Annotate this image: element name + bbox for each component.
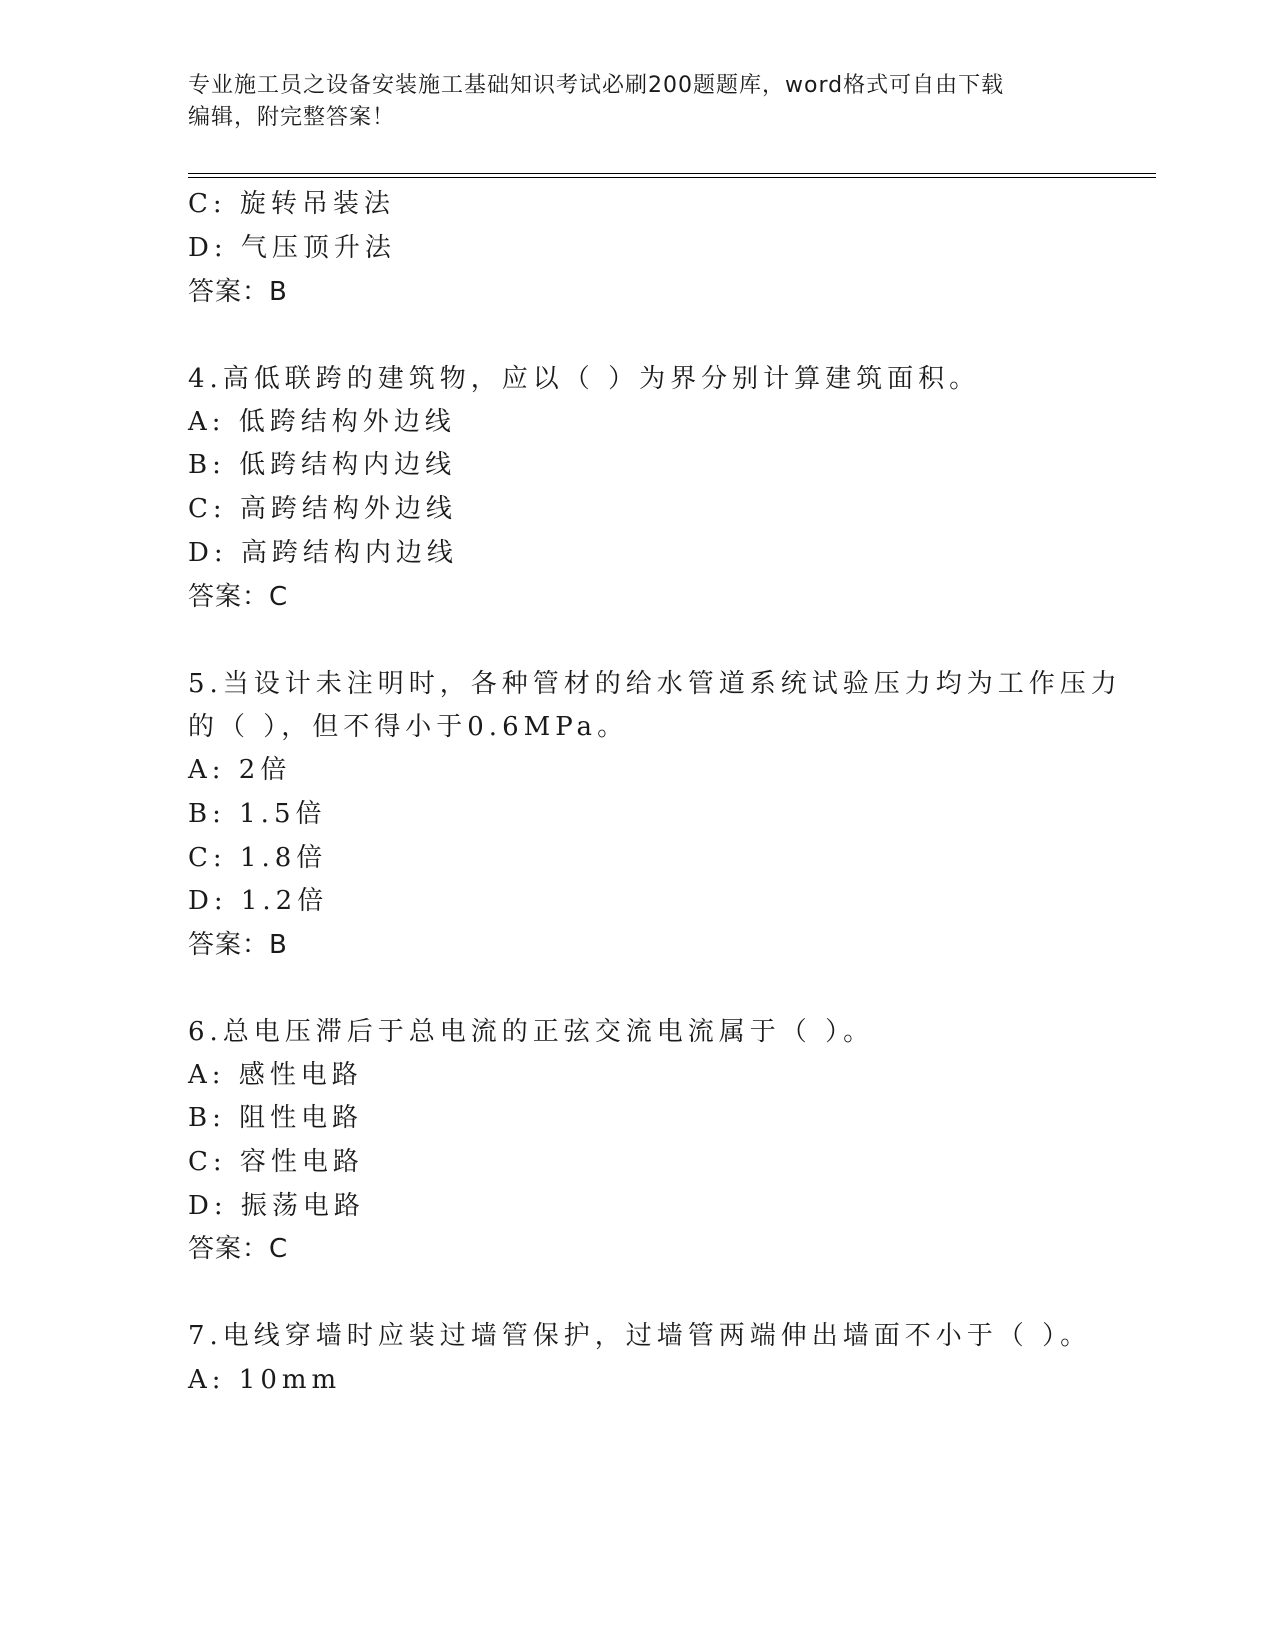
option-d: D: 振荡电路 [188,1191,365,1221]
header-title-line-1: 专业施工员之设备安装施工基础知识考试必刷200题题库，word格式可自由下载 [188,73,1005,98]
header-title-line-2: 编辑，附完整答案！ [188,105,396,130]
option-a: A: 低跨结构外边线 [188,407,456,437]
question-stem-line-2: 的（ ），但不得小于0.6MPa。 [188,712,629,742]
answer-line: 答案：B [188,930,288,960]
question-stem: 6.总电压滞后于总电流的正弦交流电流属于（ ）。 [188,1017,875,1047]
answer-line: 答案：C [188,1234,289,1264]
option-c: C: 1.8倍 [188,843,328,873]
option-b: B: 阻性电路 [188,1103,364,1133]
answer-line: 答案：C [188,582,289,612]
option-d: D: 1.2倍 [188,886,329,916]
option-a: A: 10mm [188,1365,342,1395]
option-d: D: 气压顶升法 [188,233,396,263]
option-d: D: 高跨结构内边线 [188,538,458,568]
question-stem: 4.高低联跨的建筑物，应以（ ）为界分别计算建筑面积。 [188,364,981,394]
option-a: A: 2倍 [188,755,292,785]
answer-line: 答案：B [188,277,288,307]
question-stem: 7.电线穿墙时应装过墙管保护，过墙管两端伸出墙面不小于（ ）。 [188,1321,1092,1351]
option-a: A: 感性电路 [188,1060,363,1090]
option-c: C: 高跨结构外边线 [188,494,457,524]
question-stem-line-1: 5.当设计未注明时，各种管材的给水管道系统试验压力均为工作压力 [188,669,1122,699]
option-b: B: 1.5倍 [188,799,327,829]
option-c: C: 容性电路 [188,1147,364,1177]
option-c: C: 旋转吊装法 [188,189,395,219]
divider-rule-top [188,173,1156,174]
divider-rule-bottom [188,177,1156,178]
option-b: B: 低跨结构内边线 [188,450,457,480]
